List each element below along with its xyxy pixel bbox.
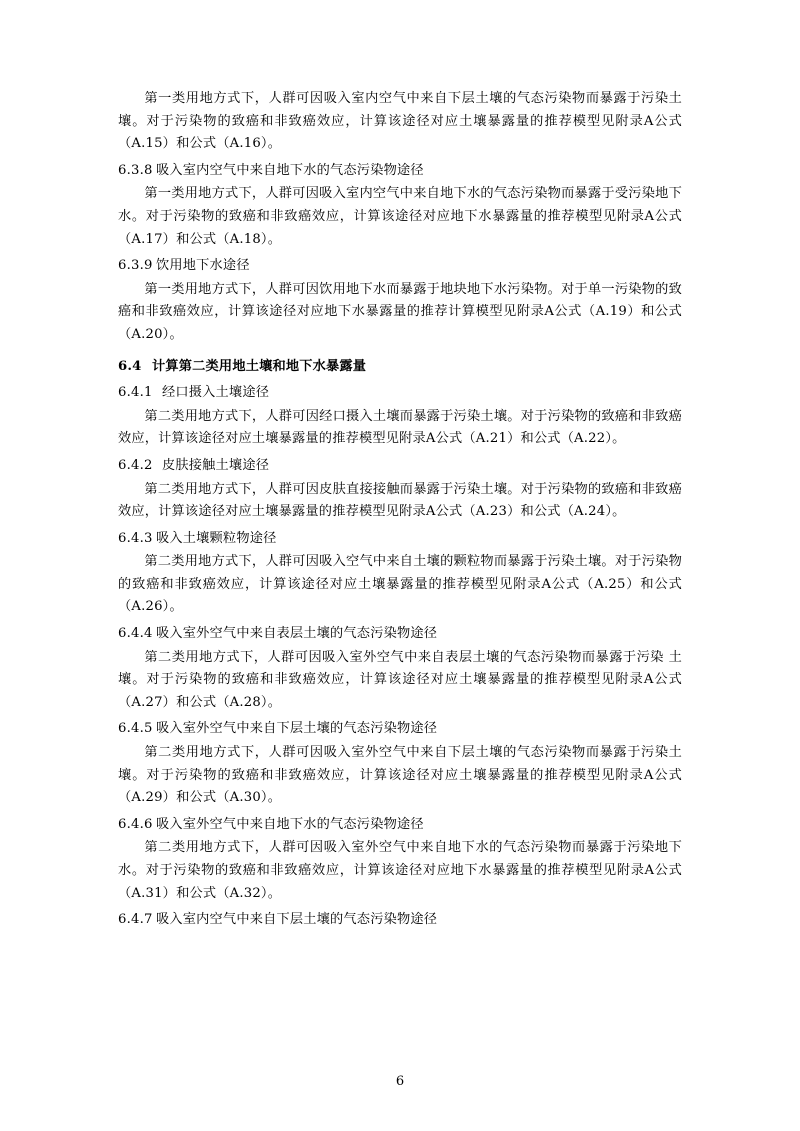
paragraph: 第二类用地方式下，人群可因皮肤直接接触而暴露于污染土壤。对于污染物的致癌和非致癌效应，计算该途径对应土壤暴露量的推荐模型见附录A公式（A.23）和公式（A.24）。 bbox=[118, 481, 682, 520]
section-number: 6.4 bbox=[118, 358, 142, 374]
paragraph: 第二类用地方式下，人群可因吸入室外空气中来自表层土壤的气态污染物而暴露于污染 土壤。对于污染物的致癌和非致癌效应，计算该途径对应土壤暴露量的推荐模型见附录A公式（A.27）和公式（A.28）。 bbox=[118, 649, 682, 710]
section-title: 吸入室外空气中来自地下水的气态污染物途径 bbox=[156, 816, 424, 832]
section-number: 6.4.1 bbox=[118, 385, 153, 401]
section-heading-6-4-5 bbox=[118, 718, 682, 741]
section-number: 6.4.4 bbox=[118, 626, 153, 642]
section-heading-6-4-4 bbox=[118, 623, 682, 646]
paragraph: 第二类用地方式下，人群可因吸入室外空气中来自地下水的气态污染物而暴露于污染地下水。对于污染物的致癌和非致癌效应，计算该途径对应地下水暴露量的推荐模型见附录A公式（A.31）和公式（A.32）。 bbox=[118, 840, 682, 901]
section-number: 6.4.5 bbox=[118, 721, 153, 737]
paragraph: 第一类用地方式下，人群可因吸入室内空气中来自下层土壤的气态污染物而暴露于污染土壤。对于污染物的致癌和非致癌效应，计算该途径对应土壤暴露量的推荐模型见附录A公式（A.15）和公式（A.16）。 bbox=[118, 91, 682, 152]
section-number: 6.4.7 bbox=[118, 912, 153, 928]
paragraph: 第一类用地方式下，人群可因饮用地下水而暴露于地块地下水污染物。对于单一污染物的致癌和非致癌效应，计算该途径对应地下水暴露量的推荐计算模型见附录A公式（A.19）和公式（A.20）。 bbox=[118, 281, 682, 342]
section-heading-6-4 bbox=[118, 356, 682, 379]
section-title: 吸入室内空气中来自地下水的气态污染物途径 bbox=[156, 162, 424, 178]
section-title: 吸入室外空气中来自表层土壤的气态污染物途径 bbox=[156, 626, 438, 642]
paragraph: 第二类用地方式下，人群可因经口摄入土壤而暴露于污染土壤。对于污染物的致癌和非致癌效应，计算该途径对应土壤暴露量的推荐模型见附录A公式（A.21）和公式（A.22）。 bbox=[118, 408, 682, 447]
section-title: 吸入土壤颗粒物途径 bbox=[156, 530, 277, 546]
paragraph: 第二类用地方式下，人群可因吸入室外空气中来自下层土壤的气态污染物而暴露于污染土壤。对于污染物的致癌和非致癌效应，计算该途径对应土壤暴露量的推荐模型见附录A公式（A.29）和公式（A.30）。 bbox=[118, 745, 682, 806]
section-heading-6-4-7 bbox=[118, 909, 682, 932]
section-heading-6-4-6 bbox=[118, 814, 682, 837]
section-number: 6.3.9 bbox=[118, 258, 153, 274]
page-body bbox=[118, 88, 682, 932]
section-title: 饮用地下水途径 bbox=[156, 258, 250, 274]
section-title: 经口摄入土壤途径 bbox=[162, 385, 270, 401]
section-heading-6-4-2 bbox=[118, 455, 682, 478]
section-number: 6.4.2 bbox=[118, 457, 153, 473]
section-heading-6-4-3 bbox=[118, 528, 682, 551]
page-number: 6 bbox=[395, 1074, 405, 1089]
section-title: 计算第二类用地土壤和地下水暴露量 bbox=[152, 358, 367, 374]
paragraph: 第二类用地方式下，人群可因吸入空气中来自土壤的颗粒物而暴露于污染土壤。对于污染物的致癌和非致癌效应，计算该途径对应土壤暴露量的推荐模型见附录A公式（A.25）和公式（A.26）。 bbox=[118, 554, 682, 615]
section-number: 6.4.6 bbox=[118, 816, 153, 832]
section-title: 吸入室外空气中来自下层土壤的气态污染物途径 bbox=[156, 721, 438, 737]
section-title: 吸入室内空气中来自下层土壤的气态污染物途径 bbox=[156, 912, 438, 928]
paragraph: 第一类用地方式下，人群可因吸入室内空气中来自地下水的气态污染物而暴露于受污染地下水。对于污染物的致癌和非致癌效应，计算该途径对应地下水暴露量的推荐模型见附录A公式（A.17）和公式（A.18）。 bbox=[118, 186, 682, 247]
section-title: 皮肤接触土壤途径 bbox=[162, 457, 270, 473]
section-heading-6-4-1 bbox=[118, 382, 682, 405]
section-heading-6-3-9 bbox=[118, 255, 682, 278]
section-number: 6.4.3 bbox=[118, 530, 153, 546]
section-number: 6.3.8 bbox=[118, 162, 153, 178]
section-heading-6-3-8 bbox=[118, 160, 682, 183]
